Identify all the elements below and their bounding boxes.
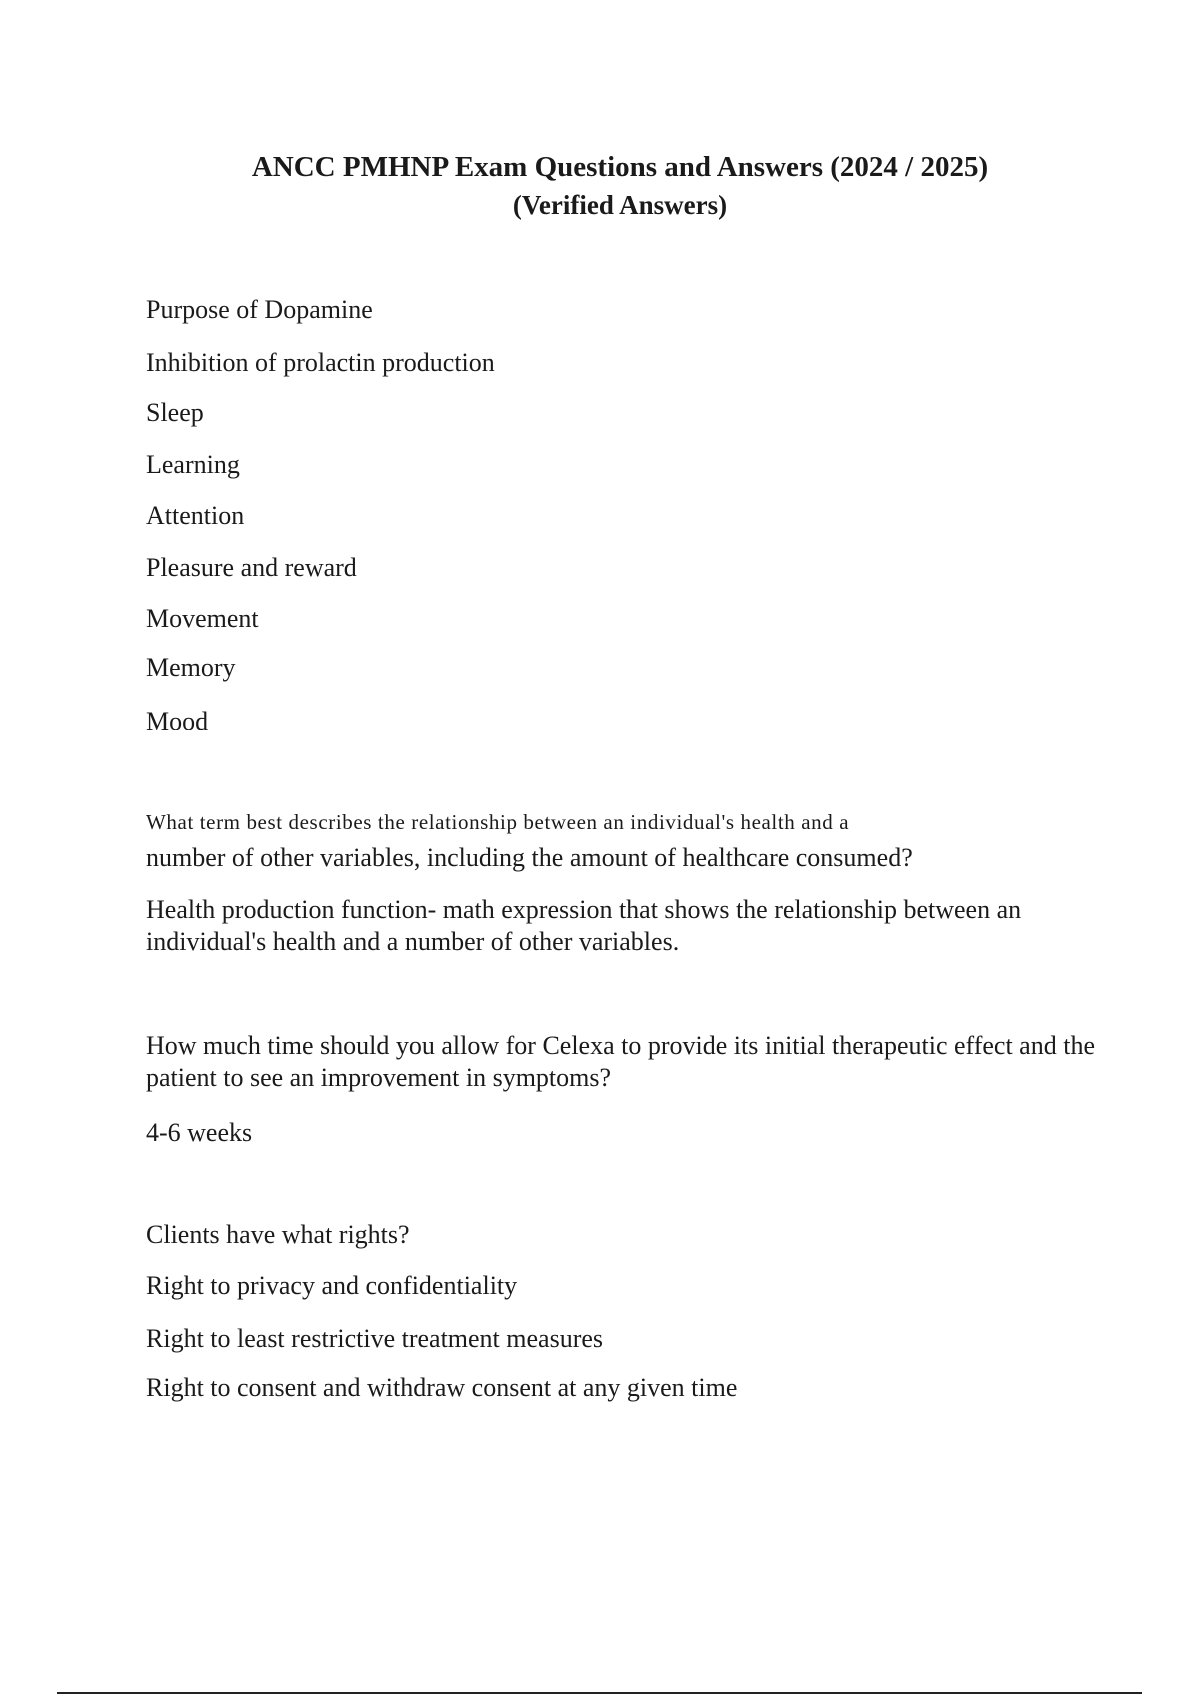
answer-item: Right to privacy and confidentiality: [146, 1271, 518, 1300]
answer-item: Inhibition of prolactin production: [146, 348, 495, 377]
answer-health-production: Health production function- math expression that shows the relationship between an individual's health and a number of other variables.: [146, 895, 1022, 956]
document-subtitle: (Verified Answers): [512, 190, 728, 220]
answer-item: Right to consent and withdraw consent at any given time: [146, 1373, 738, 1402]
question-celexa: How much time should you allow for Celexa to provide its initial therapeutic effect and the patient to see an improvement in symptoms?: [146, 1031, 1095, 1092]
answer-celexa: 4-6 weeks: [146, 1118, 253, 1147]
answer-item: Sleep: [146, 398, 204, 427]
question-health-production-line2: number of other variables, including the amount of healthcare consumed?: [146, 843, 913, 872]
question-health-production-line1: What term best describes the relationship between an individual's health and a: [146, 810, 850, 834]
answer-item: Memory: [146, 653, 236, 682]
answer-item-clipped: Mood: [146, 707, 209, 730]
question-dopamine: Purpose of Dopamine: [146, 295, 373, 324]
question-client-rights: Clients have what rights?: [146, 1220, 410, 1249]
answer-item: Right to least restrictive treatment measures: [146, 1324, 604, 1353]
document-title: ANCC PMHNP Exam Questions and Answers (2024 / 2025): [251, 151, 989, 183]
answer-item: Learning: [146, 450, 240, 479]
footer-divider: [57, 1692, 1142, 1694]
answer-item: Movement: [146, 604, 259, 633]
answer-item: Attention: [146, 501, 245, 530]
answer-item: Pleasure and reward: [146, 553, 357, 582]
